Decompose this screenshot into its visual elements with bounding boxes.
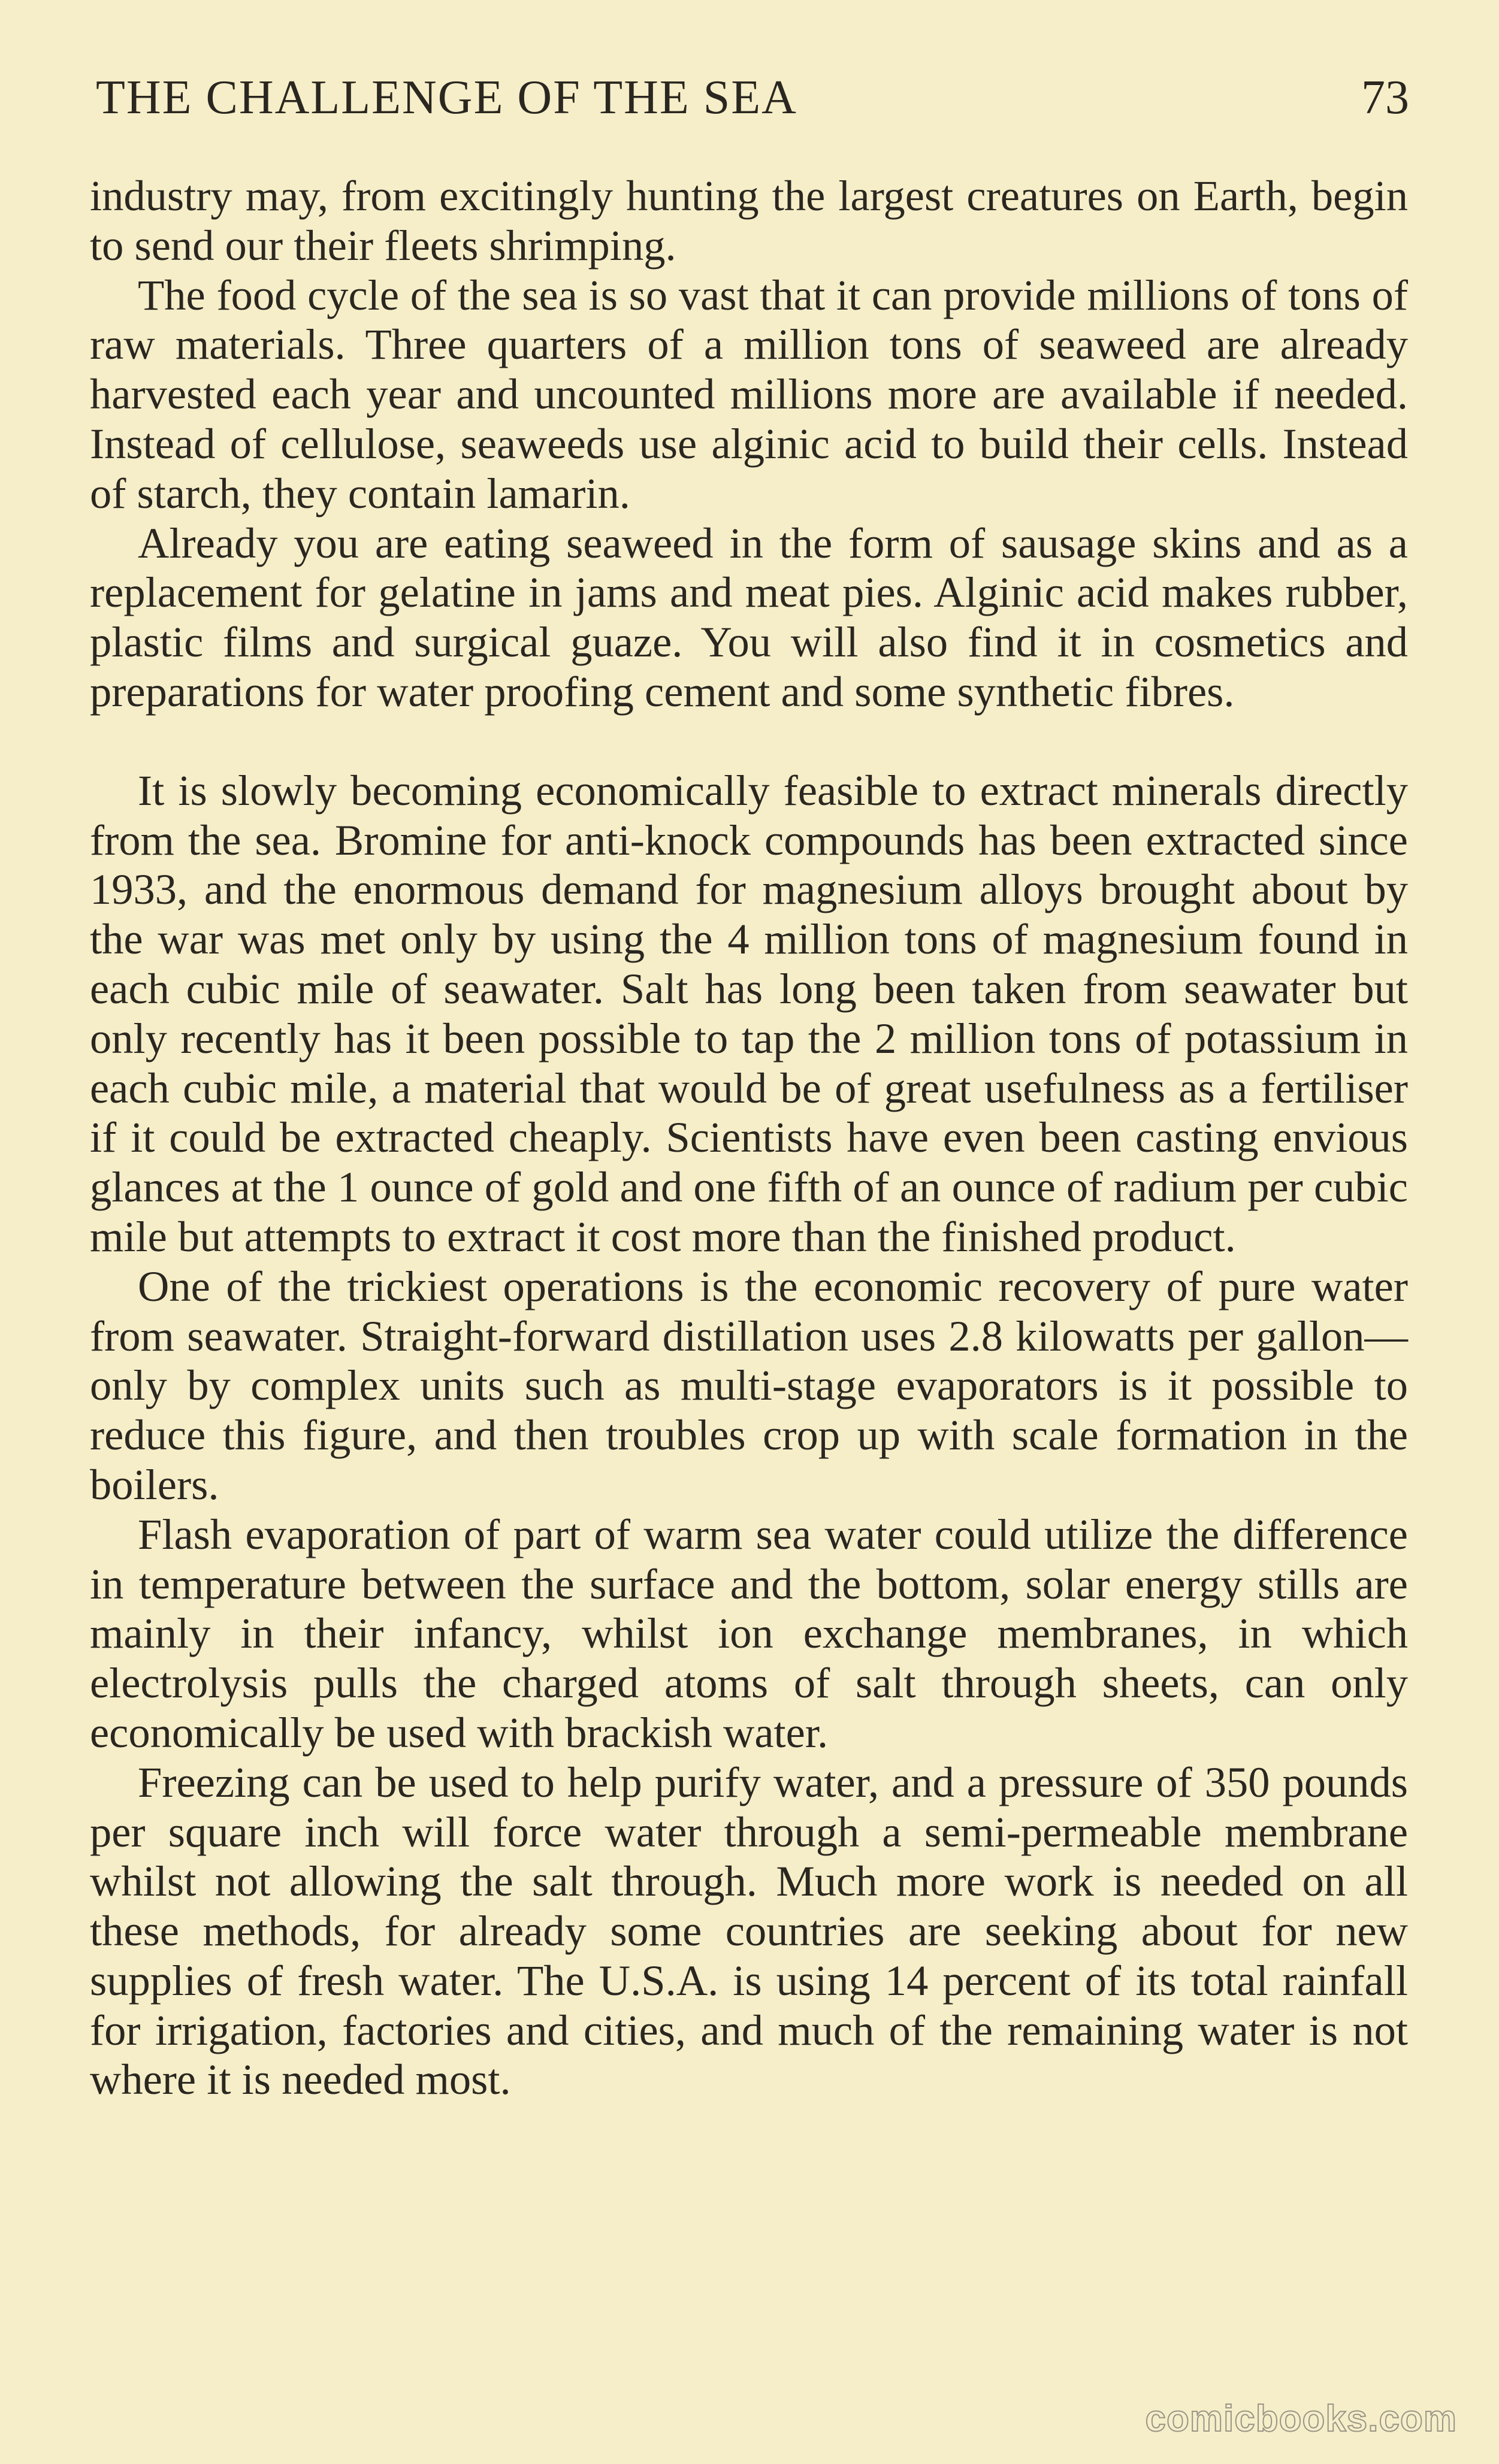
page-header [96, 65, 1409, 131]
paragraph: Freezing can be used to help purify water, and a pressure of 350 pounds per square inch will force water through a semi-permeable membrane whilst not allowing the salt through. Much more work is needed on all these methods, for already some countries are seeking about for new supplies of fresh water. The U.S.A. is using 14 percent of its total rainfall for irrigation, factories and cities, and much of the remaining water is not where it is needed most. [90, 1757, 1408, 2104]
paragraph: It is slowly becoming economically feasible to extract minerals directly from the sea. Bromine for anti-knock compounds has been extracted since 1933, and the enormous demand for magnesium alloys brought about by the war was met only by using the 4 million tons of magnesium found in each cubic mile of seawater. Salt has long been taken from seawater but only recently has it been possible to tap the 2 million tons of potassium in each cubic mile, a material that would be of great usefulness as a fertiliser if it could be extracted cheaply. Scientists have even been casting envious glances at the 1 ounce of gold and one fifth of an ounce of radium per cubic mile but attempts to extract it cost more than the finished product. [90, 765, 1408, 1261]
paragraph: Already you are eating seaweed in the form of sausage skins and as a replacement for gelatine in jams and meat pies. Alginic acid makes rubber, plastic films and surgical guaze. You will also find it in cosmetics and preparations for water proofing cement and some synthetic fibres. [90, 518, 1408, 716]
paragraph: One of the trickiest operations is the economic recovery of pure water from seawater. Straight-forward distillation uses 2.8 kilowatts per gallon—only by complex units such as multi-stage evaporators is it possible to reduce this figure, and then troubles crop up with scale formation in the boilers. [90, 1261, 1408, 1509]
paragraph: The food cycle of the sea is so vast that it can provide millions of tons of raw materials. Three quarters of a million tons of seaweed are already harvested each year and uncounted millions more are available if needed. Instead of cellulose, seaweeds use alginic acid to build their cells. Instead of starch, they contain lamarin. [90, 270, 1408, 517]
page-number: 73 [1361, 71, 1409, 124]
paragraph-continued: industry may, from excitingly hunting the largest creatures on Earth, begin to send our their fleets shrimping. [90, 171, 1408, 270]
running-title: THE CHALLENGE OF THE SEA [96, 71, 797, 124]
paragraph: Flash evaporation of part of warm sea water could utilize the difference in temperature between the surface and the bottom, solar energy stills are mainly in their infancy, whilst ion exchange membranes, in which electrolysis pulls the charged atoms of salt through sheets, can only economically be used with brackish water. [90, 1509, 1408, 1757]
watermark: comicbooks.com [1145, 2398, 1457, 2439]
body-text [90, 171, 1408, 2105]
